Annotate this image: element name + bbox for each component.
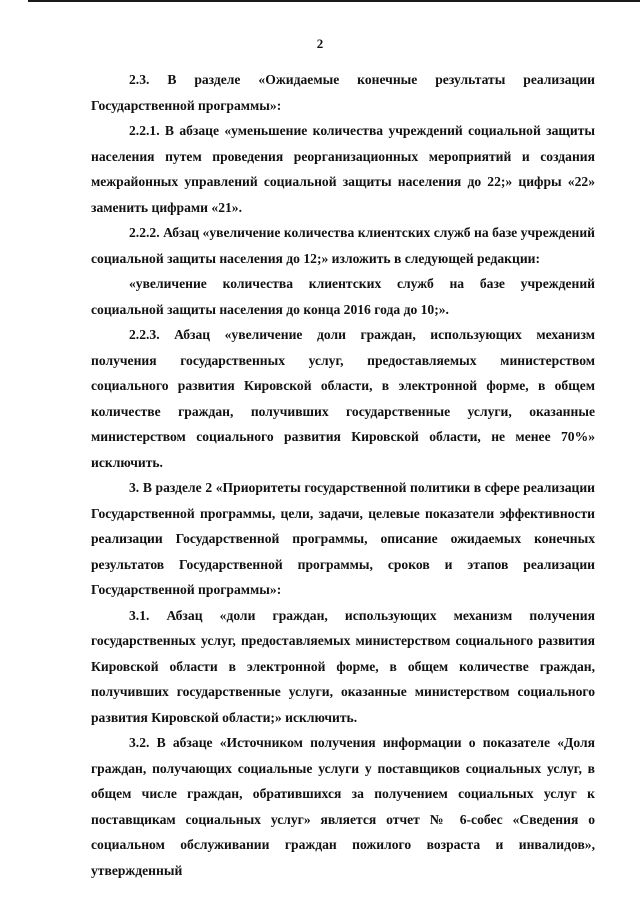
top-border-line (28, 0, 640, 2)
paragraph-2-2-3: 2.2.3. Абзац «увеличение доли граждан, использующих механизм получения государственных услуг, предоставляемых министерством социального развития Кировской области, в электронной форме, в общем количестве граждан, получивших государственные услуги, оказанные министерством социального развития Кировской области, не менее 70%» исключить. (91, 327, 595, 470)
paragraph-2-3: 2.3. В разделе «Ожидаемые конечные результаты реализации Государственной программы»: (91, 72, 595, 113)
paragraph-2-2-2: 2.2.2. Абзац «увеличение количества клиентских служб на базе учреждений социальной защиты населения до 12;» изложить в следующей редакции: (91, 225, 595, 266)
paragraph-2-2-2-quote: «увеличение количества клиентских служб на базе учреждений социальной защиты населения до конца 2016 года до 10;». (91, 276, 595, 317)
paragraph-3-1: 3.1. Абзац «доли граждан, использующих механизм получения государственных услуг, предоставляемых министерством социального развития Кировской области в электронной форме, в общем количестве граждан, получивших государственные услуги, оказанные министерством социального развития Кировской области;» исключить. (91, 607, 595, 725)
document-body (91, 67, 595, 883)
paragraph-3-2: 3.2. В абзаце «Источником получения информации о показателе «Доля граждан, получающих социальные услуги у поставщиков социальных услуг, в общем числе граждан, обратившихся за получением социальных услуг к поставщикам социальных услуг» является отчет № 6-собес «Сведения о социальном обслуживании граждан пожилого возраста и инвалидов», утвержденный (91, 735, 595, 878)
paragraph-3: 3. В разделе 2 «Приоритеты государственной политики в сфере реализации Государственной программы, цели, задачи, целевые показатели эффективности реализации Государственной программы, описание ожидаемых конечных результатов Государственной программы, сроков и этапов реализации Государственной программы»: (91, 480, 595, 597)
page-number: 2 (316, 36, 324, 51)
paragraph-2-2-1: 2.2.1. В абзаце «уменьшение количества учреждений социальной защиты населения путем проведения реорганизационных мероприятий и создания межрайонных управлений социальной защиты населения до 22;» цифры «22» заменить цифрами «21». (91, 123, 595, 215)
